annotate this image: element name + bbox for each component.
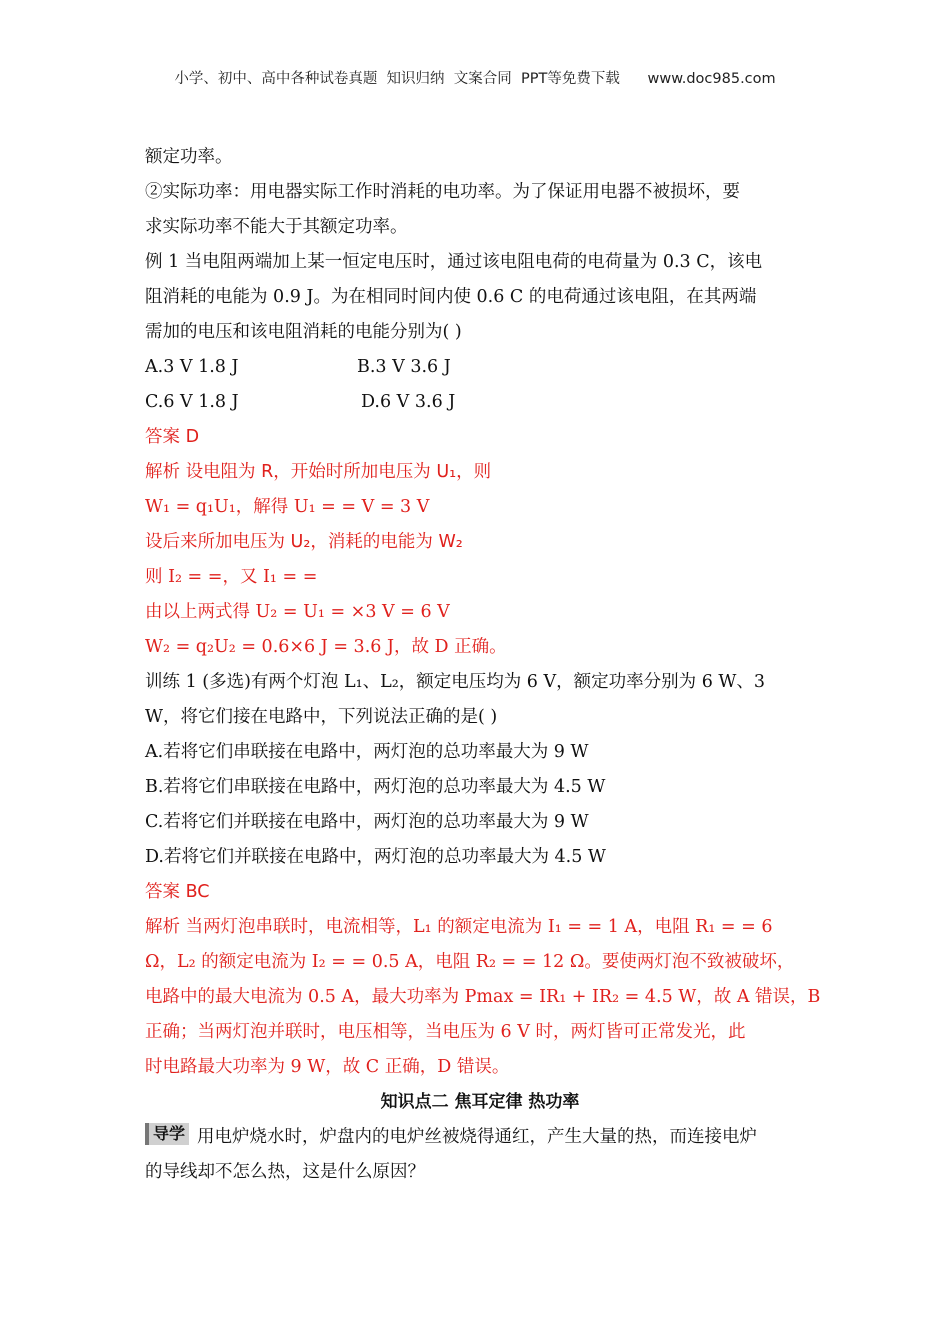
text-line: 阻消耗的电能为 0.9 J。为在相同时间内使 0.6 C 的电荷通过该电阻，在其两端 — [145, 287, 757, 307]
header-url: www.doc985.com — [647, 71, 776, 87]
text-line: W，将它们接在电路中，下列说法正确的是( ) — [145, 707, 498, 727]
solution-line: 电路中的最大电流为 0.5 A，最大功率为 Pmax = IR₁ + IR₂ = 4.5 W，故 A 错误，B — [145, 987, 821, 1007]
training-1-question: 训练 1 (多选)有两个灯泡 L₁、L₂，额定电压均为 6 V，额定功率分别为 6 W、3 — [145, 672, 766, 692]
option-a: A.3 V 1.8 J — [145, 357, 239, 377]
guide-line — [145, 1120, 815, 1155]
option-b: B.若将它们串联接在电路中，两灯泡的总功率最大为 4.5 W — [145, 777, 606, 797]
solution-line: Ω，L₂ 的额定电流为 I₂ = = 0.5 A，电阻 R₂ = = 12 Ω。要使两灯泡不致被破坏， — [145, 952, 795, 972]
text-line: 需加的电压和该电阻消耗的电能分别为( ) — [145, 322, 462, 342]
options-row-1 — [145, 350, 815, 385]
option-c: C.若将它们并联接在电路中，两灯泡的总功率最大为 9 W — [145, 812, 589, 832]
solution-line: 由以上两式得 U₂ = U₁ = ×3 V = 6 V — [145, 602, 450, 622]
text-line: 额定功率。 — [145, 147, 233, 167]
answer-2: 答案 BC — [145, 882, 210, 902]
text-line: ②实际功率：用电器实际工作时消耗的电功率。为了保证用电器不被损坏，要 — [145, 182, 740, 202]
guide-tag: 导学 — [145, 1123, 189, 1145]
text-line: 的导线却不怎么热，这是什么原因？ — [145, 1162, 425, 1182]
answer-1: 答案 D — [145, 427, 200, 447]
page-header — [0, 67, 950, 88]
solution-line: 解析 当两灯泡串联时，电流相等，L₁ 的额定电流为 I₁ = = 1 A，电阻 R₁ = = 6 — [145, 917, 773, 937]
solution-line: 则 I₂ = =，又 I₁ = = — [145, 567, 318, 587]
solution-line: 解析 设电阻为 R，开始时所加电压为 U₁，则 — [145, 462, 492, 482]
solution-line: 时电路最大功率为 9 W，故 C 正确，D 错误。 — [145, 1057, 510, 1077]
option-c: C.6 V 1.8 J — [145, 392, 239, 412]
option-b: B.3 V 3.6 J — [357, 357, 451, 377]
option-d: D.若将它们并联接在电路中，两灯泡的总功率最大为 4.5 W — [145, 847, 606, 867]
solution-line: W₁ = q₁U₁，解得 U₁ = = V = 3 V — [145, 497, 430, 517]
guide-text: 用电炉烧水时，炉盘内的电炉丝被烧得通红，产生大量的热，而连接电炉 — [197, 1127, 758, 1147]
example-1-question: 例 1 当电阻两端加上某一恒定电压时，通过该电阻电荷的电荷量为 0.3 C，该电 — [145, 252, 763, 272]
document-body — [145, 140, 821, 1190]
section-title: 知识点二 焦耳定律 热功率 — [380, 1092, 580, 1112]
solution-line: 正确；当两灯泡并联时，电压相等，当电压为 6 V 时，两灯皆可正常发光，此 — [145, 1022, 746, 1042]
text-line: 求实际功率不能大于其额定功率。 — [145, 217, 408, 237]
solution-line: 设后来所加电压为 U₂，消耗的电能为 W₂ — [145, 532, 463, 552]
options-row-2 — [145, 385, 815, 420]
header-text: 小学、初中、高中各种试卷真题 知识归纳 文案合同 PPT等免费下载 — [174, 71, 620, 87]
option-a: A.若将它们串联接在电路中，两灯泡的总功率最大为 9 W — [145, 742, 589, 762]
solution-line: W₂ = q₂U₂ = 0.6×6 J = 3.6 J，故 D 正确。 — [145, 637, 507, 657]
option-d: D.6 V 3.6 J — [361, 392, 456, 412]
